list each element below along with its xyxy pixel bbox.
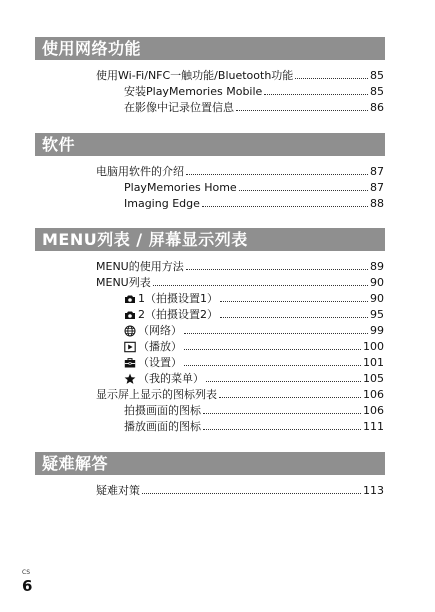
entry-label: MENU列表 [96, 276, 151, 289]
leader-dots [220, 300, 368, 302]
leader-dots [203, 428, 361, 430]
page-number-ref: 85 [370, 85, 384, 98]
entry-label: 电脑用软件的介绍 [96, 165, 184, 178]
page-number-ref: 87 [370, 181, 384, 194]
toc-entry[interactable] [96, 275, 384, 289]
entry-label: （设置） [138, 356, 182, 369]
entry-label: 疑难对策 [96, 484, 140, 497]
toc-entry[interactable] [124, 339, 384, 353]
entry-label: （网络） [138, 324, 182, 337]
entry-label: 安装PlayMemories Mobile [124, 85, 263, 98]
page-number-ref: 85 [370, 69, 384, 82]
page-number-ref: 95 [370, 308, 384, 321]
toc-entry[interactable] [96, 483, 384, 497]
toc-entry[interactable] [124, 403, 384, 417]
entry-label: Imaging Edge [124, 197, 200, 210]
toc-entry[interactable] [124, 291, 384, 305]
toc-entry[interactable] [124, 307, 384, 321]
leader-dots [206, 380, 361, 382]
page-number-ref: 86 [370, 101, 384, 114]
toc-entry[interactable] [96, 259, 384, 273]
play-icon [124, 341, 136, 353]
entry-label: MENU的使用方法 [96, 260, 184, 273]
leader-dots [219, 396, 361, 398]
toc-entry[interactable] [96, 68, 384, 82]
entry-label: 播放画面的图标 [124, 420, 201, 433]
page-number-ref: 105 [363, 372, 384, 385]
entry-label: 显示屏上显示的图标列表 [96, 388, 217, 401]
entry-label: 拍摄画面的图标 [124, 404, 201, 417]
leader-dots [184, 364, 361, 366]
leader-dots [295, 77, 368, 79]
entry-label: （我的菜单） [138, 372, 204, 385]
toc-entry[interactable] [124, 100, 384, 114]
page-number-ref: 101 [363, 356, 384, 369]
toc-entry[interactable] [96, 387, 384, 401]
page-number: 6 [22, 577, 33, 595]
page-number-ref: 113 [363, 484, 384, 497]
language-code: CS [22, 569, 30, 576]
page-number-ref: 87 [370, 165, 384, 178]
entry-label: 在影像中记录位置信息 [124, 101, 234, 114]
toc-entry[interactable] [124, 323, 384, 337]
entry-label: 1（拍摄设置1） [138, 292, 218, 305]
section-bar-troubleshooting: 疑难解答 [35, 452, 385, 475]
section-bar-network: 使用网络功能 [35, 37, 385, 60]
leader-dots [203, 412, 361, 414]
section-bar-menu-list: MENU列表 / 屏幕显示列表 [35, 228, 385, 251]
toc-entry[interactable] [124, 196, 384, 210]
leader-dots [239, 189, 368, 191]
toc-entry[interactable] [124, 355, 384, 369]
camera-icon [124, 293, 136, 305]
leader-dots [142, 492, 361, 494]
page-number-ref: 99 [370, 324, 384, 337]
page-number-ref: 106 [363, 388, 384, 401]
leader-dots [264, 93, 368, 95]
entry-label: 使用Wi-Fi/NFC一触功能/Bluetooth功能 [96, 69, 294, 82]
toc-entry[interactable] [124, 180, 384, 194]
leader-dots [184, 332, 368, 334]
leader-dots [186, 268, 368, 270]
toolbox-icon [124, 357, 136, 369]
leader-dots [153, 284, 368, 286]
leader-dots [186, 173, 368, 175]
globe-icon [124, 325, 136, 337]
page-number-ref: 111 [363, 420, 384, 433]
section-bar-software: 软件 [35, 133, 385, 156]
toc-entry[interactable] [124, 84, 384, 98]
leader-dots [220, 316, 368, 318]
entry-label: PlayMemories Home [124, 181, 237, 194]
page-number-ref: 90 [370, 276, 384, 289]
page-number-ref: 88 [370, 197, 384, 210]
leader-dots [202, 205, 368, 207]
star-icon [124, 373, 136, 385]
leader-dots [236, 109, 368, 111]
page-number-ref: 89 [370, 260, 384, 273]
page-number-ref: 106 [363, 404, 384, 417]
page-number-ref: 90 [370, 292, 384, 305]
entry-label: （播放） [138, 340, 182, 353]
toc-entry[interactable] [124, 371, 384, 385]
page-number-ref: 100 [363, 340, 384, 353]
entry-label: 2（拍摄设置2） [138, 308, 218, 321]
leader-dots [184, 348, 361, 350]
camera-icon [124, 309, 136, 321]
toc-entry[interactable] [96, 164, 384, 178]
toc-entry[interactable] [124, 419, 384, 433]
